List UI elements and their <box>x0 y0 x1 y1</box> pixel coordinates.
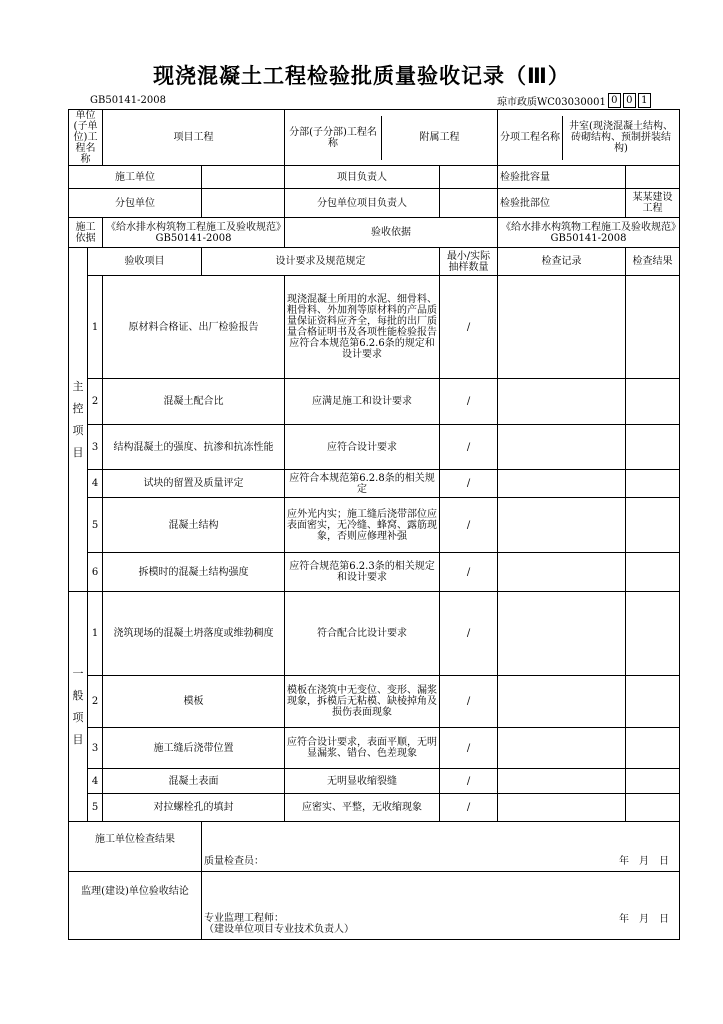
general-no: 4 <box>88 769 103 794</box>
general-item-record[interactable] <box>498 676 626 728</box>
general-item-name: 混凝土表面 <box>103 769 285 794</box>
unit-value[interactable]: 项目工程 <box>103 110 285 166</box>
main-no: 5 <box>88 498 103 553</box>
main-no: 2 <box>88 379 103 425</box>
general-item-name: 浇筑现场的混凝土坍落度或维勃稠度 <box>103 592 285 676</box>
general-item-req: 应符合设计要求，表面平顺，无明显漏浆、错台、色差现象 <box>285 728 440 769</box>
supervisor-label: 监理(建设)单位验收结论 <box>69 872 202 940</box>
main-no: 4 <box>88 470 103 498</box>
header-row-3 <box>69 189 680 218</box>
general-item-sample[interactable]: / <box>440 592 498 676</box>
engineer-label: 专业监理工程师： <box>204 913 284 924</box>
capacity-value[interactable] <box>626 166 680 189</box>
main-row-2 <box>69 379 680 425</box>
col-sample: 最小/实际抽样数量 <box>440 248 498 276</box>
main-item-result[interactable] <box>626 425 680 470</box>
code-box-1[interactable]: 0 <box>608 93 621 108</box>
col-req: 设计要求及规范规定 <box>202 248 440 276</box>
main-item-sample[interactable]: / <box>440 425 498 470</box>
main-row-5 <box>69 498 680 553</box>
capacity-label: 检验批容量 <box>498 166 626 189</box>
general-no: 2 <box>88 676 103 728</box>
general-item-req: 应密实、平整，无收缩现象 <box>285 794 440 822</box>
main-row-1 <box>69 276 680 379</box>
header-row-1 <box>69 110 680 166</box>
general-item-sample[interactable]: / <box>440 728 498 769</box>
main-item-sample[interactable]: / <box>440 379 498 425</box>
supervisor-sign-row <box>69 872 680 940</box>
main-no: 6 <box>88 553 103 592</box>
contractor-label: 施工单位 <box>69 166 202 189</box>
general-item-record[interactable] <box>498 769 626 794</box>
general-item-sample[interactable]: / <box>440 794 498 822</box>
main-row-3 <box>69 425 680 470</box>
main-item-name: 混凝土结构 <box>103 498 285 553</box>
main-item-result[interactable] <box>626 470 680 498</box>
general-row-5 <box>69 794 680 822</box>
standard-code: GB50141-2008 <box>90 95 166 106</box>
inspection-record-table <box>68 109 680 940</box>
general-item-req: 模板在浇筑中无变位、变形、漏浆现象，拆模后无粘模、缺棱掉角及损伤表面现象 <box>285 676 440 728</box>
pm-value[interactable] <box>440 166 498 189</box>
main-item-req: 应外光内实；施工缝后浇带部位应表面密实，无冷缝、蜂窝、露筋现象，否则应修理补强 <box>285 498 440 553</box>
sub-pm-label: 分包单位项目负责人 <box>285 189 440 218</box>
division-label: 分部(子分部)工程名称 <box>285 116 382 160</box>
main-item-record[interactable] <box>498 553 626 592</box>
general-no: 5 <box>88 794 103 822</box>
basis-label: 施工依据 <box>69 218 103 248</box>
main-item-sample[interactable]: / <box>440 276 498 379</box>
main-item-name: 混凝土配合比 <box>103 379 285 425</box>
main-item-req: 现浇混凝土所用的水泥、细骨料、粗骨料、外加剂等原材料的产品质量保证资料应齐全，每批的出厂质量合格证明书及各项性能检验报告应符合本规范第6.2.6条的规定和设计要求 <box>285 276 440 379</box>
main-item-record[interactable] <box>498 470 626 498</box>
main-item-result[interactable] <box>626 379 680 425</box>
general-item-req: 符合配合比设计要求 <box>285 592 440 676</box>
general-item-record[interactable] <box>498 728 626 769</box>
supervisor-date: 年 月 日 <box>619 914 669 925</box>
general-item-record[interactable] <box>498 592 626 676</box>
record-code-text: 琼市政质WC03030001 <box>497 97 606 108</box>
location-label: 检验批部位 <box>498 189 626 218</box>
col-item: 验收项目 <box>88 248 202 276</box>
division-value[interactable]: 附属工程 <box>419 132 460 143</box>
main-item-name: 原材料合格证、出厂检验报告 <box>103 276 285 379</box>
supervisor-sign-area[interactable] <box>202 872 680 940</box>
accept-value[interactable]: 《给水排水构筑物工程施工及验收规范》GB50141-2008 <box>498 218 680 248</box>
sub-pm-value[interactable] <box>440 189 498 218</box>
subitem-label: 分项工程名称 <box>498 116 563 160</box>
main-item-result[interactable] <box>626 553 680 592</box>
general-item-req: 无明显收缩裂缝 <box>285 769 440 794</box>
main-item-record[interactable] <box>498 379 626 425</box>
subitem-value[interactable]: 井室(现浇混凝土结构、砖砌结构、预制拼装结构) <box>569 121 673 154</box>
col-record: 检查记录 <box>498 248 626 276</box>
page-title: 现浇混凝土工程检验批质量验收记录（Ⅲ） <box>153 64 570 88</box>
general-item-result[interactable] <box>626 676 680 728</box>
main-item-result[interactable] <box>626 498 680 553</box>
general-item-result[interactable] <box>626 728 680 769</box>
main-item-req: 应符合本规范第6.2.8条的相关规定 <box>285 470 440 498</box>
general-row-4 <box>69 769 680 794</box>
main-item-name: 试块的留置及质量评定 <box>103 470 285 498</box>
contractor-value[interactable] <box>202 166 285 189</box>
general-row-1 <box>69 592 680 676</box>
main-item-record[interactable] <box>498 276 626 379</box>
general-item-name: 对拉螺栓孔的填封 <box>103 794 285 822</box>
general-no: 3 <box>88 728 103 769</box>
main-no: 1 <box>88 276 103 379</box>
contractor-result-label: 施工单位检查结果 <box>69 822 202 872</box>
unit-label: 单位(子单位)工程名称 <box>69 110 103 166</box>
location-value[interactable]: 某某建设工程 <box>626 189 680 218</box>
general-item-result[interactable] <box>626 794 680 822</box>
main-item-name: 拆模时的混凝土结构强度 <box>103 553 285 592</box>
general-item-result[interactable] <box>626 592 680 676</box>
main-item-record[interactable] <box>498 425 626 470</box>
general-row-2 <box>69 676 680 728</box>
main-item-name: 结构混凝土的强度、抗渗和抗冻性能 <box>103 425 285 470</box>
engineer-note: （建设单位项目专业技术负责人） <box>204 924 354 935</box>
basis-value[interactable]: 《给水排水构筑物工程施工及验收规范》GB50141-2008 <box>103 218 285 248</box>
general-no: 1 <box>88 592 103 676</box>
main-no: 3 <box>88 425 103 470</box>
code-box-3[interactable]: 1 <box>638 93 651 108</box>
main-item-record[interactable] <box>498 498 626 553</box>
accept-label: 验收依据 <box>285 218 498 248</box>
code-box-2[interactable]: 0 <box>623 93 636 108</box>
col-result: 检查结果 <box>626 248 680 276</box>
main-item-result[interactable] <box>626 276 680 379</box>
contractor-sign-row <box>69 822 680 872</box>
main-item-req: 应符合规范第6.2.3条的相关规定和设计要求 <box>285 553 440 592</box>
main-item-sample[interactable]: / <box>440 553 498 592</box>
general-item-sample[interactable]: / <box>440 676 498 728</box>
main-row-4 <box>69 470 680 498</box>
general-item-result[interactable] <box>626 769 680 794</box>
general-item-name: 模板 <box>103 676 285 728</box>
main-item-req: 应满足施工和设计要求 <box>285 379 440 425</box>
header-row-4 <box>69 218 680 248</box>
general-item-sample[interactable]: / <box>440 769 498 794</box>
contractor-date: 年 月 日 <box>619 856 669 867</box>
main-item-sample[interactable]: / <box>440 498 498 553</box>
general-item-record[interactable] <box>498 794 626 822</box>
general-row-3 <box>69 728 680 769</box>
general-label: 一 般 项 目 <box>69 592 88 822</box>
sub-label: 分包单位 <box>69 189 202 218</box>
record-code <box>497 93 651 108</box>
main-row-6 <box>69 553 680 592</box>
main-item-req: 应符合设计要求 <box>285 425 440 470</box>
main-item-sample[interactable]: / <box>440 470 498 498</box>
qc-label: 质量检查员： <box>204 856 264 867</box>
main-control-label: 主 控 项 目 <box>69 248 88 592</box>
contractor-sign-area[interactable] <box>202 822 680 872</box>
column-header-row <box>69 248 680 276</box>
header-row-2 <box>69 166 680 189</box>
sub-value[interactable] <box>202 189 285 218</box>
general-item-name: 施工缝后浇带位置 <box>103 728 285 769</box>
pm-label: 项目负责人 <box>285 166 440 189</box>
